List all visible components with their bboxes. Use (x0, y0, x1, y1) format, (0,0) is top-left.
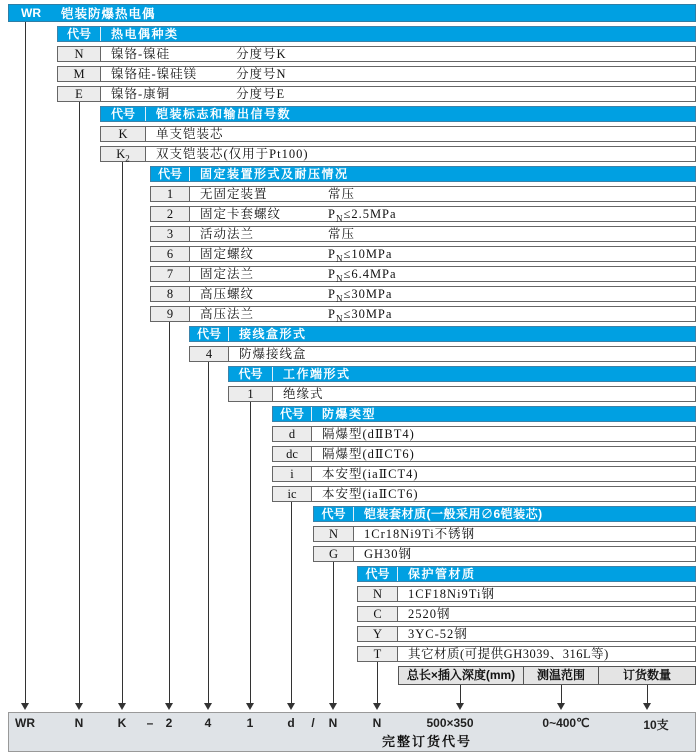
section-sheath-material (313, 506, 696, 566)
arrow-down-icon (287, 703, 295, 710)
order-value-sheath: K (117, 716, 127, 730)
code-header-cell: 代号 (229, 367, 273, 381)
connector-line (460, 685, 461, 703)
order-header-length: 总长×插入深度(mm) (398, 666, 524, 685)
code-cell: N (314, 527, 354, 541)
arrow-down-icon (118, 703, 126, 710)
table-row (357, 606, 696, 622)
order-value-range: 0~400℃ (542, 716, 590, 730)
row-desc: 无固定装置 (200, 187, 268, 201)
connector-line (208, 362, 209, 703)
order-code-label: 完整订货代号 (381, 734, 473, 749)
code-cell: 8 (151, 287, 190, 301)
section-thermocouple-type (57, 26, 696, 106)
table-row (57, 66, 696, 82)
table-row (357, 646, 696, 662)
row-desc: 高压螺纹 (200, 287, 255, 301)
table-row (100, 146, 696, 162)
row-desc: 活动法兰 (200, 227, 255, 241)
order-value-type: N (74, 716, 84, 730)
pressure-rating: $P_N\le 10MPa$ (328, 247, 393, 264)
order-value-tube-material: N (372, 716, 382, 730)
connector-line (377, 662, 378, 703)
code-header-cell: 代号 (151, 167, 190, 181)
pressure-rating: $P_N\le 6.4MPa$ (328, 267, 397, 284)
row-desc: 镍铬-康铜 (111, 87, 171, 101)
row-desc: 高压法兰 (200, 307, 255, 321)
order-value-end: 1 (246, 716, 254, 730)
connector-line (25, 22, 26, 703)
connector-line (561, 685, 562, 703)
section-header (100, 106, 696, 122)
arrow-down-icon (643, 703, 651, 710)
code-cell: 3 (151, 227, 190, 241)
code-cell: 6 (151, 247, 190, 261)
table-row (150, 226, 696, 242)
row-desc: 其它材质(可提供GH3039、316L等) (408, 647, 609, 661)
row-desc: 2520钢 (408, 607, 451, 621)
code-header-cell: 代号 (358, 567, 398, 581)
title-bar (8, 4, 696, 22)
section-title: 工作端形式 (283, 367, 351, 381)
section-working-end (228, 366, 696, 406)
section-title: 铠装标志和输出信号数 (156, 107, 292, 121)
table-row (150, 286, 696, 302)
arrow-down-icon (373, 703, 381, 710)
code-cell: K (101, 127, 146, 141)
row-desc: 单支铠装芯 (156, 127, 224, 141)
section-header (189, 326, 696, 342)
code-cell: 2 (151, 207, 190, 221)
row-desc: 双支铠装芯(仅用于Pt100) (156, 147, 309, 161)
row-desc: 固定卡套螺纹 (200, 207, 282, 221)
code-cell: 1 (151, 187, 190, 201)
table-row (150, 266, 696, 282)
row-note: 分度号N (236, 67, 287, 81)
row-desc: 1Cr18Ni9Ti不锈钢 (364, 527, 476, 541)
section-title: 固定装置形式及耐压情况 (200, 167, 349, 181)
section-title: 铠装套材质(一般采用∅6铠装芯) (364, 507, 543, 521)
connector-line (122, 162, 123, 703)
table-row (228, 386, 696, 402)
code-cell: d (273, 427, 312, 441)
row-desc: 本安型(iaⅡCT6) (322, 487, 419, 501)
order-value-slash: / (311, 716, 315, 730)
row-desc: 隔爆型(dⅡBT4) (322, 427, 415, 441)
pressure-rating: 常压 (328, 187, 356, 201)
table-row (357, 626, 696, 642)
section-header (357, 566, 696, 582)
row-desc: GH30钢 (364, 547, 413, 561)
row-note: 分度号E (236, 87, 286, 101)
table-row (313, 546, 696, 562)
row-desc: 防爆接线盒 (239, 347, 307, 361)
arrow-down-icon (557, 703, 565, 710)
pressure-rating: $P_N\le 30MPa$ (328, 287, 393, 304)
arrow-down-icon (329, 703, 337, 710)
pressure-rating: 常压 (328, 227, 356, 241)
section-header (150, 166, 696, 182)
connector-line (250, 402, 251, 703)
code-cell: 9 (151, 307, 190, 321)
section-junction-box (189, 326, 696, 366)
connector-line (647, 685, 648, 703)
code-cell: M (58, 67, 101, 81)
row-note: 分度号K (236, 47, 287, 61)
section-explosion-proof-type (272, 406, 696, 506)
section-title: 保护管材质 (408, 567, 476, 581)
row-desc: 本安型(iaⅡCT4) (322, 467, 419, 481)
row-desc: 3YC-52钢 (408, 627, 468, 641)
connector-line (169, 322, 170, 703)
arrow-down-icon (165, 703, 173, 710)
section-header (57, 26, 696, 42)
order-code-box (8, 712, 696, 752)
connector-line (79, 102, 80, 703)
code-cell: dc (273, 447, 312, 461)
code-cell: G (314, 547, 354, 561)
code-cell: N (58, 47, 101, 61)
section-header (313, 506, 696, 522)
code-header-cell: 代号 (190, 327, 229, 341)
table-row (357, 586, 696, 602)
pressure-rating: $P_N\le 2.5MPa$ (328, 207, 397, 224)
table-row (272, 446, 696, 462)
section-title: 接线盒形式 (239, 327, 307, 341)
code-cell: E (58, 87, 101, 101)
connector-line (291, 502, 292, 703)
code-cell: 7 (151, 267, 190, 281)
code-cell: 1 (229, 387, 273, 401)
code-cell: ic (273, 487, 312, 501)
order-value-exproof: d (287, 716, 295, 730)
section-protection-tube-material (357, 566, 696, 666)
arrow-down-icon (75, 703, 83, 710)
order-header-range: 测温范围 (523, 666, 599, 685)
section-fixing-device (150, 166, 696, 326)
row-desc: 镍铬-镍硅 (111, 47, 171, 61)
row-desc: 镍铬硅-镍硅镁 (111, 67, 198, 81)
code-cell: T (358, 647, 398, 661)
table-row (57, 86, 696, 102)
table-row (189, 346, 696, 362)
code-cell: C (358, 607, 398, 621)
arrow-down-icon (456, 703, 464, 710)
arrow-down-icon (246, 703, 254, 710)
order-value-dash: – (146, 716, 154, 730)
arrow-down-icon (21, 703, 29, 710)
order-value-wr: WR (15, 716, 35, 730)
code-cell: Y (358, 627, 398, 641)
code-header-cell: 代号 (58, 27, 101, 41)
row-desc: 1CF18Ni9Ti钢 (408, 587, 495, 601)
code-cell: 4 (190, 347, 229, 361)
table-row (150, 206, 696, 222)
order-value-box: 4 (204, 716, 212, 730)
code-header-cell: 代号 (314, 507, 354, 521)
code-cell: $K_2$ (101, 147, 146, 161)
table-row (100, 126, 696, 142)
order-value-fixing: 2 (165, 716, 173, 730)
table-row (313, 526, 696, 542)
arrow-down-icon (204, 703, 212, 710)
table-row (150, 186, 696, 202)
pressure-rating: $P_N\le 30MPa$ (328, 307, 393, 324)
row-desc: 绝缘式 (283, 387, 324, 401)
table-row (272, 486, 696, 502)
order-value-sheath-material: N (328, 716, 338, 730)
order-header-quantity: 订货数量 (598, 666, 696, 685)
row-desc: 固定螺纹 (200, 247, 255, 261)
section-title: 热电偶种类 (111, 27, 179, 41)
order-value-quantity: 10支 (643, 718, 669, 732)
table-row (150, 246, 696, 262)
order-value-length: 500×350 (426, 716, 474, 730)
code-header-cell: 代号 (101, 107, 146, 121)
section-sheath-signal (100, 106, 696, 166)
code-header-cell: 代号 (273, 407, 312, 421)
page-title: 铠装防爆热电偶 (61, 7, 156, 21)
section-header (272, 406, 696, 422)
connector-line (333, 562, 334, 703)
table-row (272, 466, 696, 482)
table-row (150, 306, 696, 322)
row-desc: 固定法兰 (200, 267, 255, 281)
product-code: WR (21, 6, 41, 20)
table-row (57, 46, 696, 62)
code-cell: N (358, 587, 398, 601)
code-cell: i (273, 467, 312, 481)
table-row (272, 426, 696, 442)
section-header (228, 366, 696, 382)
section-title: 防爆类型 (322, 407, 377, 421)
row-desc: 隔爆型(dⅡCT6) (322, 447, 415, 461)
